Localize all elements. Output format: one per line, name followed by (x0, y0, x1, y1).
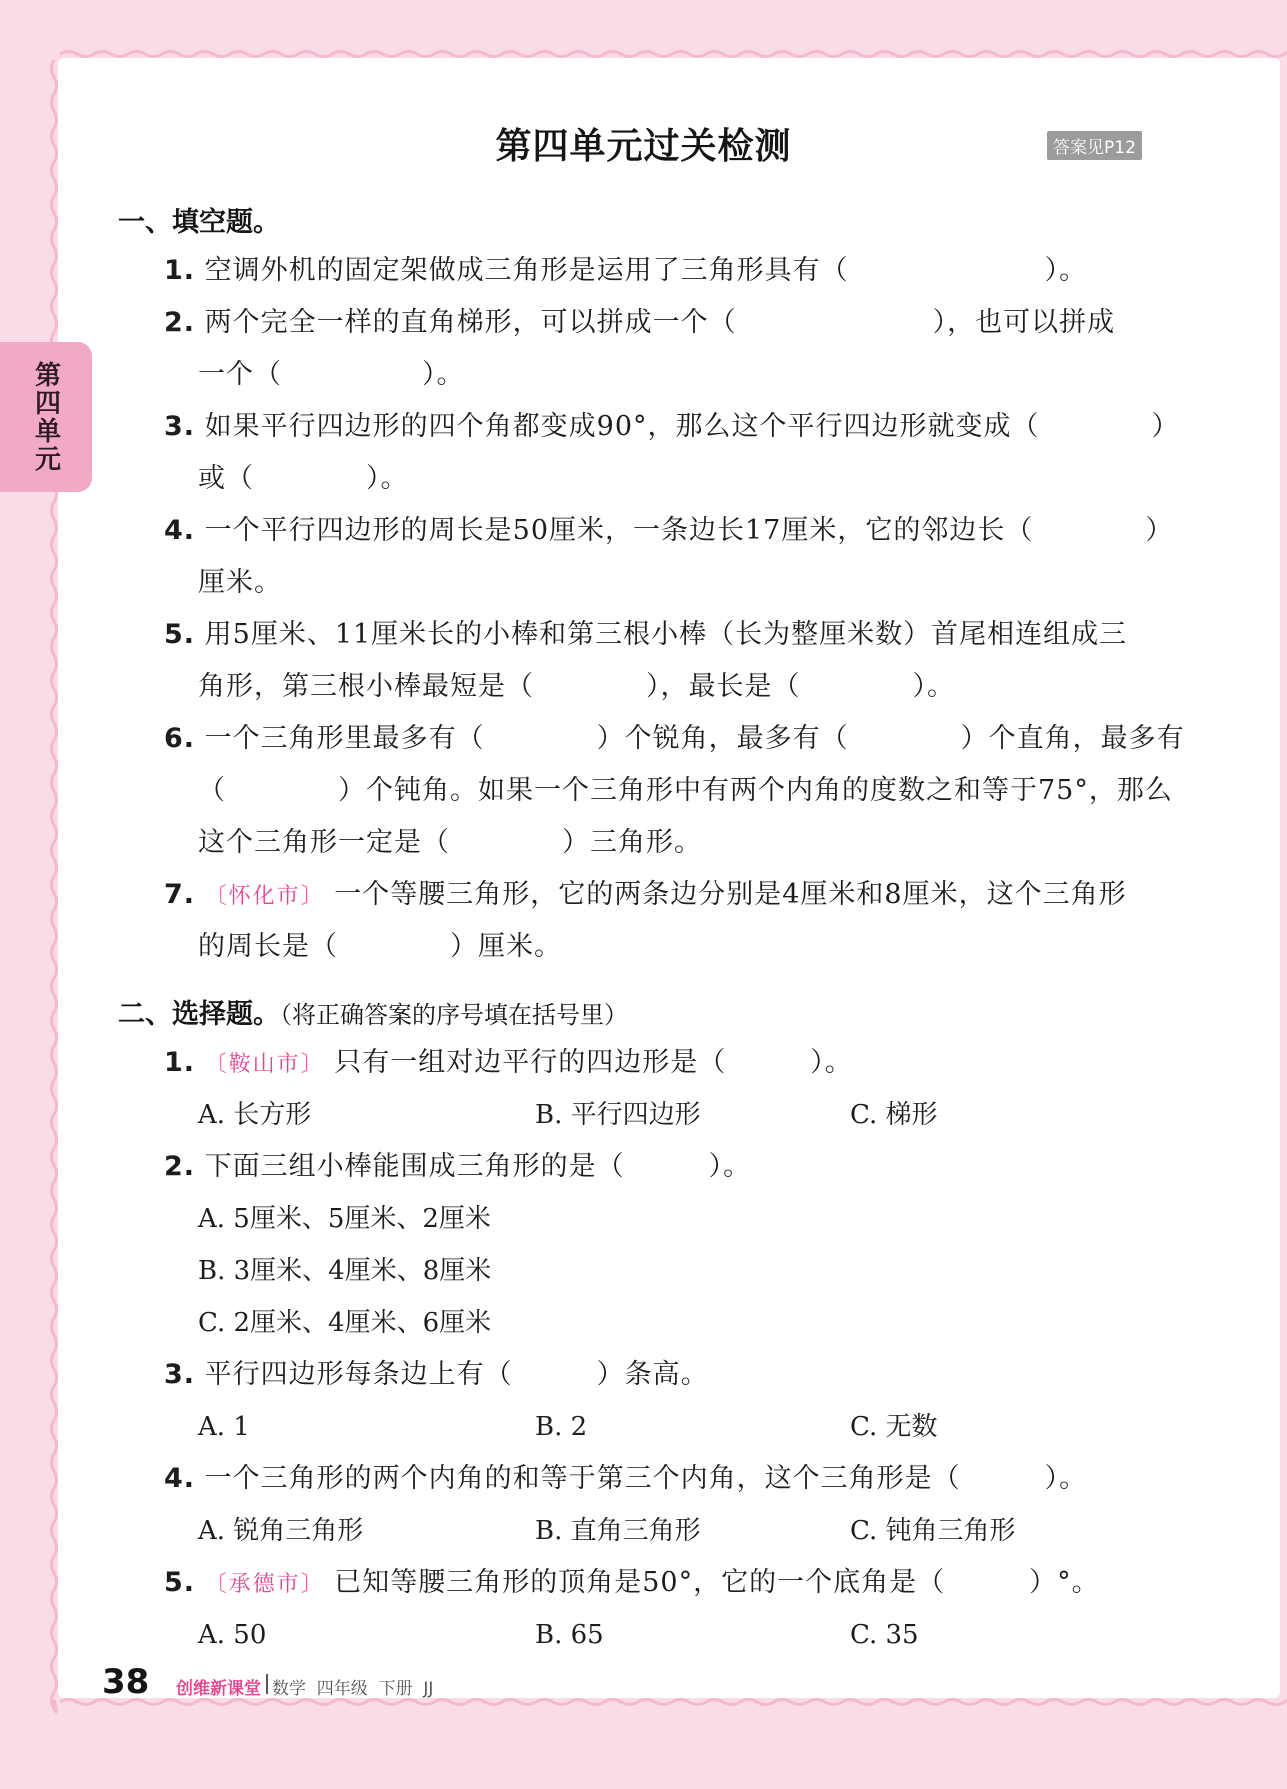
footer-info: 数学 四年级 下册 JJ (272, 1679, 434, 1699)
q7-line-1 (164, 877, 1127, 915)
q5-line-1 (164, 617, 1127, 653)
choice-q2-option-c: C. 2厘米、4厘米、6厘米 (198, 1308, 492, 1338)
choice-q1-option-c: C. 梯形 (850, 1100, 938, 1130)
q3-line-1 (164, 409, 1180, 445)
question-text: 下面三组小棒能围成三角形的是（ ）。 (204, 1151, 752, 1182)
choice-q3-option-a: A. 1 (198, 1412, 250, 1442)
q5-line-2: 角形，第三根小棒最短是（ ），最长是（ ）。 (198, 671, 955, 702)
section-choice-title (118, 992, 628, 1031)
unit-side-tab-label: 第四单元 (30, 361, 61, 473)
question-number: 3. (164, 1359, 196, 1390)
question-number: 4. (164, 515, 196, 546)
choice-q4-option-b: B. 直角三角形 (535, 1516, 701, 1546)
choice-q5-option-c: C. 35 (850, 1620, 919, 1650)
question-text: 一个三角形的两个内角的和等于第三个内角，这个三角形是（ ）。 (204, 1463, 1088, 1494)
choice-q5-option-b: B. 65 (535, 1620, 604, 1650)
q3-line-2: 或（ ）。 (198, 463, 409, 494)
page-number: 38 (102, 1662, 150, 1702)
choice-q2-option-b: B. 3厘米、4厘米、8厘米 (198, 1256, 492, 1286)
q6-line-2: （ ）个钝角。如果一个三角形中有两个内角的度数之和等于75°，那么 (198, 775, 1173, 806)
choice-q2-option-a: A. 5厘米、5厘米、2厘米 (198, 1204, 491, 1234)
question-number: 2. (164, 1151, 196, 1182)
choice-q1-option-a: A. 长方形 (198, 1100, 312, 1130)
choice-q5-option-a: A. 50 (198, 1620, 267, 1650)
q6-line-3: 这个三角形一定是（ ）三角形。 (198, 827, 702, 858)
q2-line-2: 一个（ ）。 (198, 359, 465, 390)
choice-q1 (164, 1045, 853, 1083)
region-tag: 〔鞍山市〕 (204, 1052, 325, 1077)
region-tag: 〔承德市〕 (204, 1572, 325, 1597)
question-text: 平行四边形每条边上有（ ）条高。 (204, 1359, 709, 1390)
page-title: 第四单元过关检测 (495, 126, 792, 167)
question-number: 5. (164, 1567, 196, 1598)
question-text: 如果平行四边形的四个角都变成90°，那么这个平行四边形就变成（ ） (204, 411, 1180, 442)
choice-q4-option-c: C. 钝角三角形 (850, 1516, 1016, 1546)
question-number: 1. (164, 255, 196, 286)
footer-divider (266, 1674, 268, 1694)
question-number: 7. (164, 879, 196, 910)
question-text: 一个平行四边形的周长是50厘米，一条边长17厘米，它的邻边长（ ） (204, 515, 1174, 546)
q4-line-2: 厘米。 (198, 567, 282, 598)
question-text: 只有一组对边平行的四边形是（ ）。 (334, 1047, 853, 1078)
section-choice-title-text: 二、选择题。 (118, 999, 280, 1030)
choice-q4 (164, 1461, 1087, 1497)
question-text: 一个等腰三角形，它的两条边分别是4厘米和8厘米，这个三角形 (334, 879, 1127, 910)
choice-q2 (164, 1149, 751, 1185)
unit-side-tab (0, 342, 92, 492)
question-text: 已知等腰三角形的顶角是50°，它的一个底角是（ ）°。 (334, 1567, 1100, 1598)
answer-reference-badge: 答案见P12 (1047, 131, 1142, 160)
question-number: 5. (164, 619, 196, 650)
question-text: 两个完全一样的直角梯形，可以拼成一个（ ），也可以拼成 (204, 307, 1116, 338)
choice-q1-option-b: B. 平行四边形 (535, 1100, 701, 1130)
choice-q3-option-c: C. 无数 (850, 1412, 938, 1442)
question-number: 3. (164, 411, 196, 442)
question-text: 一个三角形里最多有（ ）个锐角，最多有（ ）个直角，最多有 (204, 723, 1185, 754)
question-number: 6. (164, 723, 196, 754)
q4-line-1 (164, 513, 1173, 549)
q2-line-1 (164, 305, 1115, 341)
region-tag: 〔怀化市〕 (204, 884, 325, 909)
q6-line-1 (164, 721, 1185, 757)
section-choice-note: （将正确答案的序号填在括号里） (280, 1001, 628, 1029)
q1-line (164, 253, 1087, 289)
q7-line-2: 的周长是（ ）厘米。 (198, 931, 562, 962)
choice-q4-option-a: A. 锐角三角形 (198, 1516, 364, 1546)
choice-q5 (164, 1565, 1100, 1603)
question-number: 4. (164, 1463, 196, 1494)
question-number: 1. (164, 1047, 196, 1078)
section-fill-blank-title: 一、填空题。 (118, 207, 280, 238)
question-text: 空调外机的固定架做成三角形是运用了三角形具有（ ）。 (204, 255, 1088, 286)
choice-q3 (164, 1357, 709, 1393)
question-number: 2. (164, 307, 196, 338)
question-text: 用5厘米、11厘米长的小棒和第三根小棒（长为整厘米数）首尾相连组成三 (204, 619, 1128, 650)
choice-q3-option-b: B. 2 (535, 1412, 588, 1442)
footer-brand: 创维新课堂 (176, 1679, 261, 1699)
